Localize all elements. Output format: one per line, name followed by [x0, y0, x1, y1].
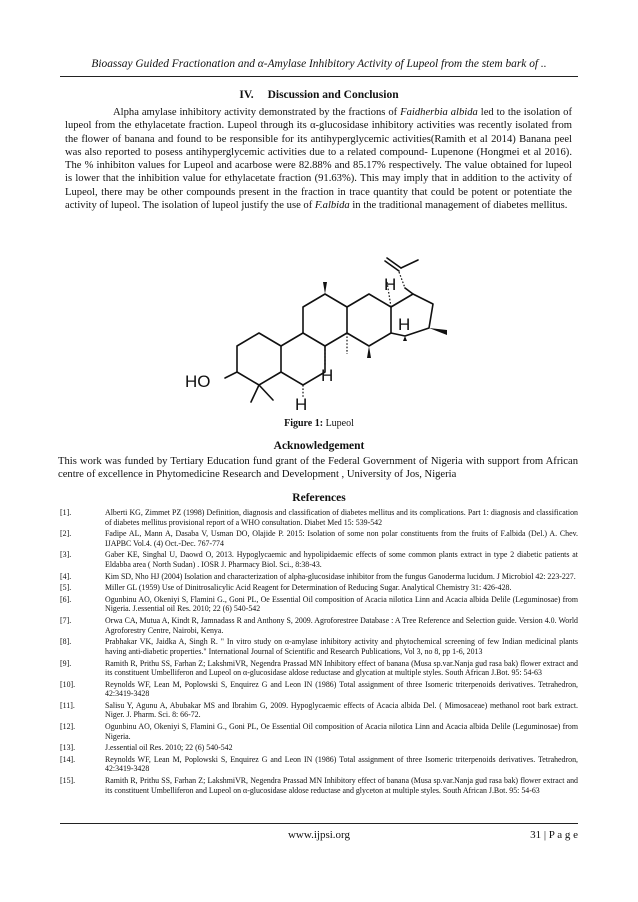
reference-number: [9].	[60, 658, 72, 668]
reference-item	[60, 508, 578, 527]
references-heading: References	[292, 492, 346, 504]
reference-text: Ogunbinu AO, Okeniyi S, Flamini G., Goni PL, Oe Essential Oil composition of Acacia nilotica Linn and Acacia albida Delile (Leguminosae) from Nigeria. J.essential oil Res. 2010; 22 (6) 540-542	[105, 594, 578, 614]
lupeol-structure-figure	[175, 238, 475, 413]
reference-text: Orwa CA, Mutua A, Kindt R, Jamnadass R and Anthony S, 2009. Agroforestree Database : A Tree Reference and Selection guide. Version 4.0. World Agroforestry Centre, Nairobi, Kenya.	[105, 616, 578, 635]
reference-text: Salisu Y, Agunu A, Abubakar MS and Ibrahim G, 2009. Hypoglycaemic effects of Acacia albida Del. ( Mimosaceae) methanol root bark extract. Niger. J. Pharm. Sci. 8: 66-72.	[105, 700, 578, 720]
reference-number: [12].	[60, 722, 76, 732]
reference-number: [7].	[60, 616, 72, 626]
ho-label: HO	[185, 372, 211, 391]
h-label-upper: H	[384, 275, 397, 294]
reference-item	[60, 776, 578, 795]
reference-number: [8].	[60, 637, 72, 647]
footer-rule	[60, 823, 578, 824]
figure-caption-label: Figure 1:	[284, 418, 324, 429]
reference-item	[60, 583, 578, 593]
h-label-middle: H	[321, 366, 334, 385]
acknowledgement-heading: Acknowledgement	[273, 440, 365, 452]
section-heading	[0, 89, 638, 101]
reference-text: Kim SD, Nho HJ (2004) Isolation and characterization of alpha-glucosidase inhibitor from the fungus Ganoderma lucidum. J Microbiol 42: 223-227.	[105, 571, 576, 581]
reference-number: [6].	[60, 594, 72, 604]
reference-item	[60, 637, 578, 656]
reference-number: [11].	[60, 700, 75, 710]
reference-number: [1].	[60, 508, 72, 517]
reference-item	[60, 659, 578, 678]
reference-text: Alberti KG, Zimmet PZ (1998) Definition, diagnosis and classification of diabetes mellitus and its complications. Part 1: diagnosis and classification of diabetes mellitus provisional report of a WHO consultation. Diabet Med 15: 539-542	[105, 508, 578, 527]
reference-text: Miller GL (1959) Use of Dinitrosalicylic Acid Reagent for Determination of Reducing Sugar. Analytical Chemistry 31: 426-428.	[105, 583, 512, 593]
para-text-2: led to the isolation of lupeol from the ethylacetate fraction. Lupeol through its α-glucosidase inhibitory activities was recently isolated from the flower of banana and found to be responsible for its antihyperglycemic activities(Ramith et al 2014) Banana peel was also reported to posess antihyperglycemic activities due to a related compound- Lupenone (Hongmei et al 2016). The % inhibiton values for Lupeol and acarbose were 82.88% and 85.17% respectively. The value obtained for lupeol is lower that the inhibition value for ethylacetate fraction (91.63%). This may imply that in addition to the activity of Lupeol, there may be other compounds present in the fraction in trace quantity that could be potent or potentiate the activity of lupeol. The isolation of lupeol justify the use of	[65, 107, 572, 212]
section-title: Discussion and Conclusion	[267, 89, 399, 101]
reference-number: [15].	[60, 776, 76, 786]
reference-number: [3].	[60, 550, 72, 560]
reference-number: [13].	[60, 743, 76, 753]
reference-item	[60, 529, 578, 548]
h-label-right: H	[398, 315, 411, 334]
reference-item	[60, 572, 578, 582]
species-abbrev: F.albida	[314, 200, 350, 212]
reference-number: [10].	[60, 679, 76, 689]
reference-text: Ramith R, Prithu SS, Farhan Z; LakshmiVR, Negendra Prassad MN Inhibitory effect of banana (Musa sp.var.Nanja gud rasa bak) flower extract and its constituent Umbelliferon and Lupeol on α-glucosidase aldose reductase and glycation at multiple styles. South African J.Bot. 95: 54-63	[105, 658, 578, 677]
reference-text: J.essential oil Res. 2010; 22 (6) 540-542	[105, 743, 233, 753]
reference-list	[60, 508, 578, 797]
reference-number: [14].	[60, 754, 76, 764]
reference-number: [5].	[60, 583, 72, 593]
discussion-paragraph	[65, 106, 572, 212]
para-text-1: Alpha amylase inhibitory activity demonstrated by the fractions of	[113, 107, 401, 118]
reference-item	[60, 550, 578, 569]
reference-text: Gaber KE, Singhal U, Daowd O, 2013. Hypoglycaemic and hypolipidaemic effects of some common plants extract in type 2 diabetic patients at Eldabba area ( North Sudan) . IOSR J. Pharmacy Biol. Sci., 8:38-43.	[105, 550, 578, 569]
reference-text: Reynolds WF, Lean M, Poplowski S, Enquirez G and Leon IN (1986) Total assignment of three Isomeric triterpenoids derivatives. Tetrahedron, 42:3419-3428	[105, 679, 578, 699]
journal-url[interactable]: www.ijpsi.org	[287, 829, 351, 841]
reference-item	[60, 595, 578, 614]
reference-text: Ramith R, Prithu SS, Farhan Z; LakshmiVR, Negendra Prassad MN Inhibitory effect of banana (Musa sp.var.Nanja gud rasa bak) flower extract and its constituent Umbelliferon and Lupeol on α-glucosidase aldose reductase and glyceton at multiple styles. South African J.Bot. 95: 54-63	[105, 776, 578, 795]
page-number: 31 | P a g e	[530, 829, 578, 841]
reference-text: Ogunbinu AO, Okeniyi S, Flamini G., Goni PL, Oe Essential Oil composition of Acacia nilotica Linn and Acacia albida Delile (Leguminosae) from Nigeria.	[105, 722, 578, 741]
figure-caption-text: Lupeol	[323, 418, 354, 429]
acknowledgement-text: This work was funded by Tertiary Education fund grant of the Federal Government of Nigeria with support from African centre of excellence in Phytomedicine Research and Development , University of Jos, Nigeria	[58, 456, 578, 481]
reference-item	[60, 755, 578, 774]
reference-text: Reynolds WF, Lean M, Poplowski S, Enquirez G and Leon IN (1986) Total assignment of three Isomeric triterpenoids derivatives. Tetrahedron, 42:3419-3428	[105, 754, 578, 774]
running-header: Bioassay Guided Fractionation and α-Amylase Inhibitory Activity of Lupeol from the stem bark of ..	[91, 58, 547, 70]
reference-text: Prabhakar VK, Jaidka A, Singh R. " In vitro study on α-amylase inhibitory activity and phytochemical screening of few Indian medicinal plants having anti-diabetic properties." International Journal of Scientific and Research Publications, Vol 3, no 8, pp 1-6, 2013	[105, 637, 578, 656]
figure-caption	[0, 418, 638, 429]
header-rule	[60, 76, 578, 77]
reference-number: [4].	[60, 571, 72, 581]
h-label-bottom: H	[295, 395, 308, 413]
reference-item	[60, 680, 578, 699]
para-text-3: in the traditional management of diabetes mellitus.	[349, 200, 568, 212]
reference-item	[60, 616, 578, 635]
reference-number: [2].	[60, 529, 72, 539]
reference-item	[60, 722, 578, 741]
section-number: IV.	[239, 89, 254, 101]
reference-text: Fadipe AL, Mann A, Dasaba V, Usman DO, Olajide P. 2015: Isolation of some non polar constituents from the fruits of F.albida (Del.) A. Chev. IJAPBC Vol.4. (4) Oct.-Dec. 767-774	[105, 529, 578, 548]
reference-item	[60, 701, 578, 720]
species-name: Faidherbia albida	[400, 107, 478, 118]
reference-item	[60, 743, 578, 753]
